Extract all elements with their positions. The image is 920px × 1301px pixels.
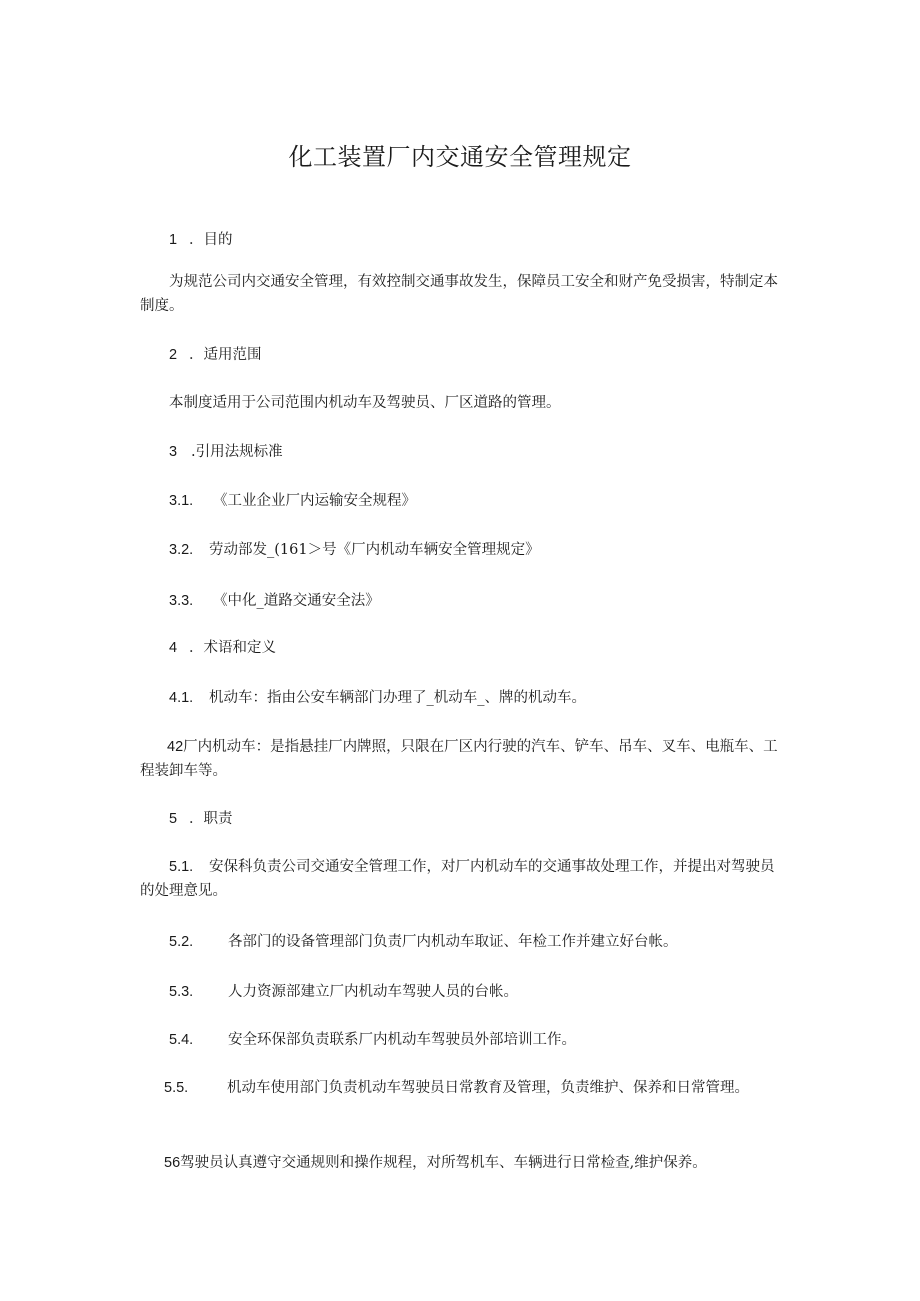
section-heading-4 xyxy=(169,636,276,660)
section-number: 3 xyxy=(169,444,178,460)
list-item xyxy=(169,489,416,513)
list-item xyxy=(140,1076,782,1100)
section-number: 5 xyxy=(169,811,178,827)
item-number: 3.1. xyxy=(169,493,194,509)
item-text: 人力资源部建立厂内机动车驾驶人员的台帐。 xyxy=(228,984,518,1000)
section-heading-text: ．适用范围 xyxy=(189,347,262,363)
section-heading-1 xyxy=(169,228,233,252)
item-text: 劳动部发_(161＞号《厂内机动车辆安全管理规定》 xyxy=(209,542,540,558)
section-heading-2 xyxy=(169,343,262,367)
section-heading-text: .引用法规标准 xyxy=(191,444,283,460)
item-text: 驾驶员认真遵守交通规则和操作规程，对所驾机车、车辆进行日常检查,维护保养。 xyxy=(180,1155,707,1171)
item-text: 《中化_道路交通安全法》 xyxy=(213,593,380,609)
item-number: 5.4. xyxy=(169,1032,194,1048)
item-number: 3.3. xyxy=(169,593,194,609)
item-number: 4.1. xyxy=(169,690,194,706)
section-1-body: 为规范公司内交通安全管理，有效控制交通事故发生，保障员工安全和财产免受损害，特制定本制度。 xyxy=(140,274,778,314)
section-number: 1 xyxy=(169,232,178,248)
section-number: 2 xyxy=(169,347,178,363)
list-item xyxy=(169,930,678,954)
item-number: 5.1. xyxy=(169,859,194,875)
item-number: 5.5. xyxy=(164,1080,189,1096)
list-item xyxy=(169,1028,576,1052)
item-text: 安保科负责公司交通安全管理工作，对厂内机动车的交通事故处理工作，并提出对驾驶员的处理意见。 xyxy=(140,859,775,899)
item-text: 《工业企业厂内运输安全规程》 xyxy=(213,493,416,509)
item-number: 56 xyxy=(164,1155,181,1171)
item-text: 各部门的设备管理部门负责厂内机动车取证、年检工作并建立好台帐。 xyxy=(228,934,678,950)
item-text: 机动车：指由公安车辆部门办理了_机动车_、牌的机动车。 xyxy=(209,690,586,706)
list-item xyxy=(140,1151,782,1175)
section-heading-3 xyxy=(169,440,283,464)
item-number: 5.3. xyxy=(169,984,194,1000)
list-item xyxy=(169,980,518,1004)
list-item xyxy=(140,855,782,903)
section-heading-text: ．目的 xyxy=(189,232,233,248)
item-number: 5.2. xyxy=(169,934,194,950)
section-number: 4 xyxy=(169,640,178,656)
document-title: 化工装置厂内交通安全管理规定 xyxy=(288,143,632,171)
section-heading-text: ．职责 xyxy=(189,811,233,827)
section-heading-5 xyxy=(169,807,233,831)
item-text: 厂内机动车：是指悬挂厂内牌照，只限在厂区内行驶的汽车、铲车、吊车、叉车、电瓶车、工程装卸车等。 xyxy=(140,739,778,779)
list-item xyxy=(140,735,782,783)
item-number: 3.2. xyxy=(169,542,194,558)
item-text: 安全环保部负责联系厂内机动车驾驶员外部培训工作。 xyxy=(228,1032,576,1048)
item-text: 机动车使用部门负责机动车驾驶员日常教育及管理，负责维护、保养和日常管理。 xyxy=(227,1080,749,1096)
list-item xyxy=(169,589,380,613)
section-2-body: 本制度适用于公司范围内机动车及驾驶员、厂区道路的管理。 xyxy=(169,395,561,411)
section-heading-text: ．术语和定义 xyxy=(189,640,276,656)
list-item xyxy=(169,686,586,710)
list-item xyxy=(169,538,540,562)
item-number: 42 xyxy=(167,739,184,755)
